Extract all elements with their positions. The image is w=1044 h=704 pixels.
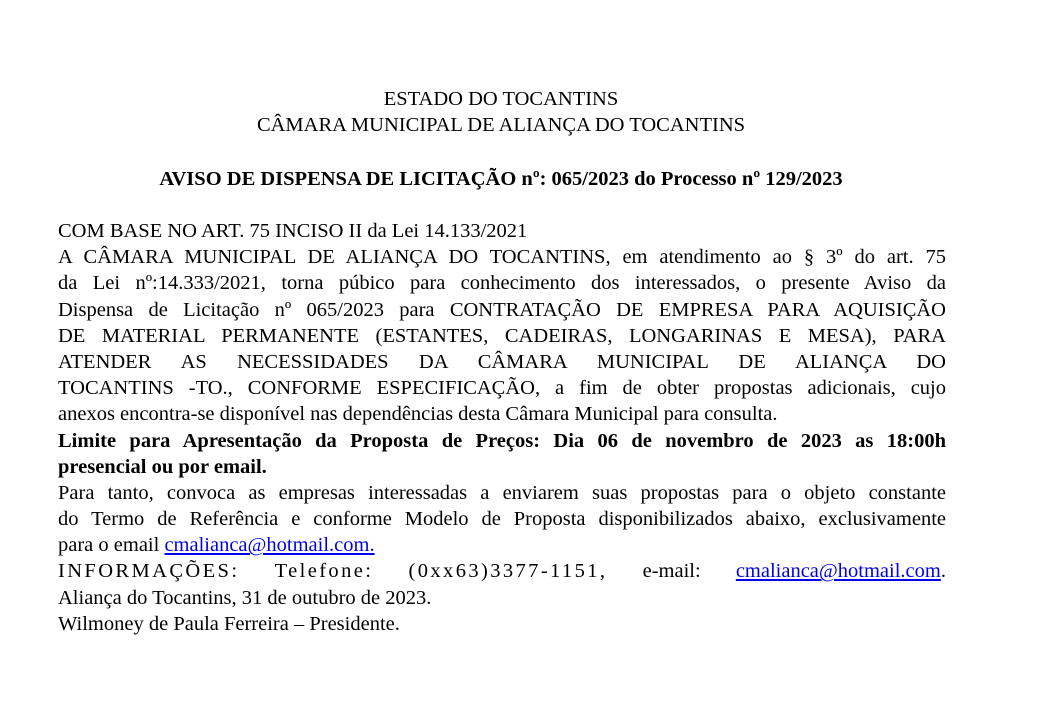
paragraph-1-line-1: A CÂMARA MUNICIPAL DE ALIANÇA DO TOCANTINS, em atendimento ao § 3º do art. 75 bbox=[58, 246, 946, 269]
paragraph-1-line-4: DE MATERIAL PERMANENTE (ESTANTES, CADEIRAS, LONGARINAS E MESA), PARA bbox=[58, 324, 946, 347]
paragraph-2-line-1: Para tanto, convoca as empresas interessadas a enviarem suas propostas para o objeto constante bbox=[58, 481, 946, 504]
email-label: e-mail: bbox=[642, 560, 701, 583]
paragraph-2-line-2: do Termo de Referência e conforme Modelo de Proposta disponibilizados abaixo, exclusivamente bbox=[58, 508, 946, 531]
contact-info-line bbox=[58, 558, 946, 584]
signature-line: Wilmoney de Paula Ferreira – Presidente. bbox=[58, 612, 400, 635]
paragraph-1-line-5: ATENDER AS NECESSIDADES DA CÂMARA MUNICIPAL DE ALIANÇA DO bbox=[58, 350, 946, 373]
place-date-line: Aliança do Tocantins, 31 de outubro de 2023. bbox=[58, 586, 432, 609]
info-label: INFORMAÇÕES: bbox=[58, 560, 240, 583]
contact-email-link[interactable]: cmalianca@hotmail.com bbox=[735, 560, 941, 583]
phone-label: Telefone: bbox=[274, 560, 374, 583]
deadline-line-2: presencial ou por email. bbox=[58, 455, 267, 478]
phone-number: (0xx63)3377-1151, bbox=[408, 560, 608, 583]
notice-title: AVISO DE DISPENSA DE LICITAÇÃO nº: 065/2023 do Processo nº 129/2023 bbox=[159, 168, 843, 190]
contact-email bbox=[736, 558, 946, 584]
notice-body bbox=[58, 218, 946, 637]
state-heading: ESTADO DO TOCANTINS bbox=[383, 88, 619, 110]
deadline-line-1: Limite para Apresentação da Proposta de Preços: Dia 06 de novembro de 2023 as 18:00h bbox=[58, 429, 946, 452]
paragraph-1-line-7: anexos encontra-se disponível nas dependências desta Câmara Municipal para consulta. bbox=[58, 403, 778, 426]
email-link[interactable]: cmalianca@hotmail.com. bbox=[164, 534, 375, 557]
paragraph-1-line-6: TOCANTINS -TO., CONFORME ESPECIFICAÇÃO, a fim de obter propostas adicionais, cujo bbox=[58, 377, 946, 400]
chamber-heading: CÂMARA MUNICIPAL DE ALIANÇA DO TOCANTINS bbox=[256, 114, 746, 136]
paragraph-1-line-2: da Lei nº:14.333/2021, torna púbico para conhecimento dos interessados, o presente Aviso da bbox=[58, 272, 946, 295]
legal-basis-line: COM BASE NO ART. 75 INCISO II da Lei 14.133/2021 bbox=[58, 220, 528, 242]
paragraph-1-line-3: Dispensa de Licitação nº 065/2023 para CONTRATAÇÃO DE EMPRESA PARA AQUISIÇÃO bbox=[58, 298, 946, 321]
contact-email-dot: . bbox=[940, 560, 946, 583]
paragraph-2-line-3 bbox=[58, 532, 946, 558]
email-prefix: para o email bbox=[58, 534, 165, 557]
